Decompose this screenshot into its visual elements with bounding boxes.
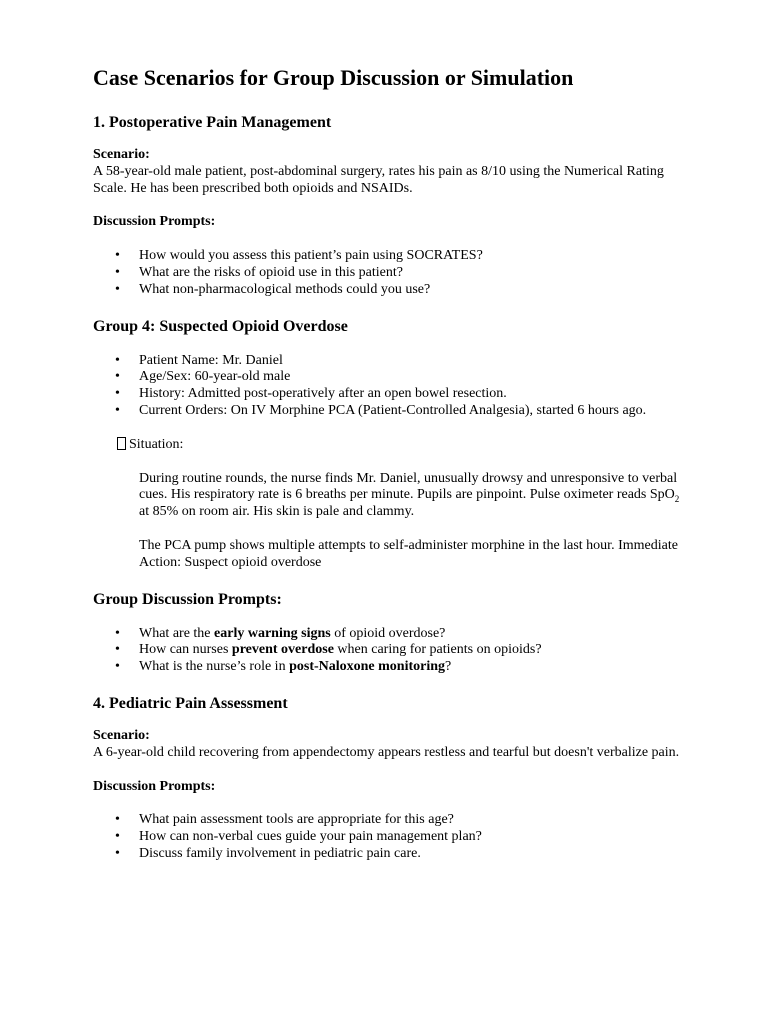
list-item: • Current Orders: On IV Morphine PCA (Patient-Controlled Analgesia), started 6 hours ago.	[139, 403, 683, 420]
prompt-text: What is the nurse’s role in	[139, 659, 290, 675]
section-heading-group-prompts: Group Discussion Prompts:	[93, 590, 282, 608]
list-item: • Age/Sex: 60-year-old male	[139, 369, 683, 386]
discussion-prompts-label: Discussion Prompts:	[93, 778, 216, 794]
discussion-prompts-list	[93, 812, 683, 862]
list-item: • Discuss family involvement in pediatric pain care.	[139, 846, 683, 863]
document-page	[93, 63, 683, 863]
prompt-emphasis: prevent overdose	[231, 642, 334, 658]
list-item: • What are the risks of opioid use in this patient?	[139, 265, 683, 282]
scenario-text: A 6-year-old child recovering from appendectomy appears restless and tearful but doesn't verbalize pain.	[93, 744, 680, 760]
prompt-text: when caring for patients on opioids?	[333, 642, 542, 658]
section-heading-postoperative: 1. Postoperative Pain Management	[93, 114, 332, 131]
pca-paragraph: The PCA pump shows multiple attempts to self-administer morphine in the last hour. Immediate Action: Suspect opioid overdose	[139, 537, 678, 570]
scenario-label: Scenario:	[93, 727, 150, 743]
situation-label: Situation:	[129, 436, 184, 452]
discussion-prompts-label: Discussion Prompts:	[93, 214, 216, 230]
list-item	[139, 659, 683, 676]
discussion-prompts-list	[93, 248, 683, 298]
prompt-emphasis: early warning signs	[214, 625, 331, 641]
prompt-text: ?	[445, 659, 452, 675]
list-item	[139, 626, 683, 643]
list-item: • How would you assess this patient’s pain using SOCRATES?	[139, 248, 683, 265]
list-item: • History: Admitted post-operatively after an open bowel resection.	[139, 386, 683, 403]
missing-glyph-icon	[117, 437, 126, 450]
situation-paragraph	[139, 471, 683, 521]
list-item: • Patient Name: Mr. Daniel	[139, 353, 683, 370]
list-item: • What non-pharmacological methods could you use?	[139, 282, 683, 299]
prompt-emphasis: post-Naloxone monitoring	[289, 659, 446, 675]
prompt-text: of opioid overdose?	[330, 625, 446, 641]
situation-text-part: During routine rounds, the nurse finds Mr. Daniel, unusually drowsy and unresponsive to verbal cues. His respiratory rate is 6 breaths per minute. Pupils are pinpoint. Pulse oximeter reads SpO	[139, 470, 678, 503]
subscript: 2	[674, 494, 680, 505]
scenario-label: Scenario:	[93, 147, 150, 162]
list-item: • How can non-verbal cues guide your pain management plan?	[139, 829, 683, 846]
list-item	[139, 642, 683, 659]
situation-line	[93, 437, 683, 454]
prompt-text: How can nurses	[139, 642, 232, 658]
scenario-text: A 58-year-old male patient, post-abdominal surgery, rates his pain as 8/10 using the Numerical Rating Scale. He has been prescribed both opioids and NSAIDs.	[93, 163, 664, 196]
situation-text-part: at 85% on room air. His skin is pale and clammy.	[139, 504, 415, 520]
section-heading-opioid-overdose: Group 4: Suspected Opioid Overdose	[93, 317, 348, 335]
list-item: • What pain assessment tools are appropriate for this age?	[139, 812, 683, 829]
group-prompts-list	[93, 626, 683, 676]
document-title: Case Scenarios for Group Discussion or Simulation	[93, 65, 574, 90]
section-heading-pediatric: 4. Pediatric Pain Assessment	[93, 694, 288, 712]
patient-details-list	[93, 353, 683, 420]
prompt-text: What are the	[139, 625, 215, 641]
situation-block	[93, 471, 683, 572]
